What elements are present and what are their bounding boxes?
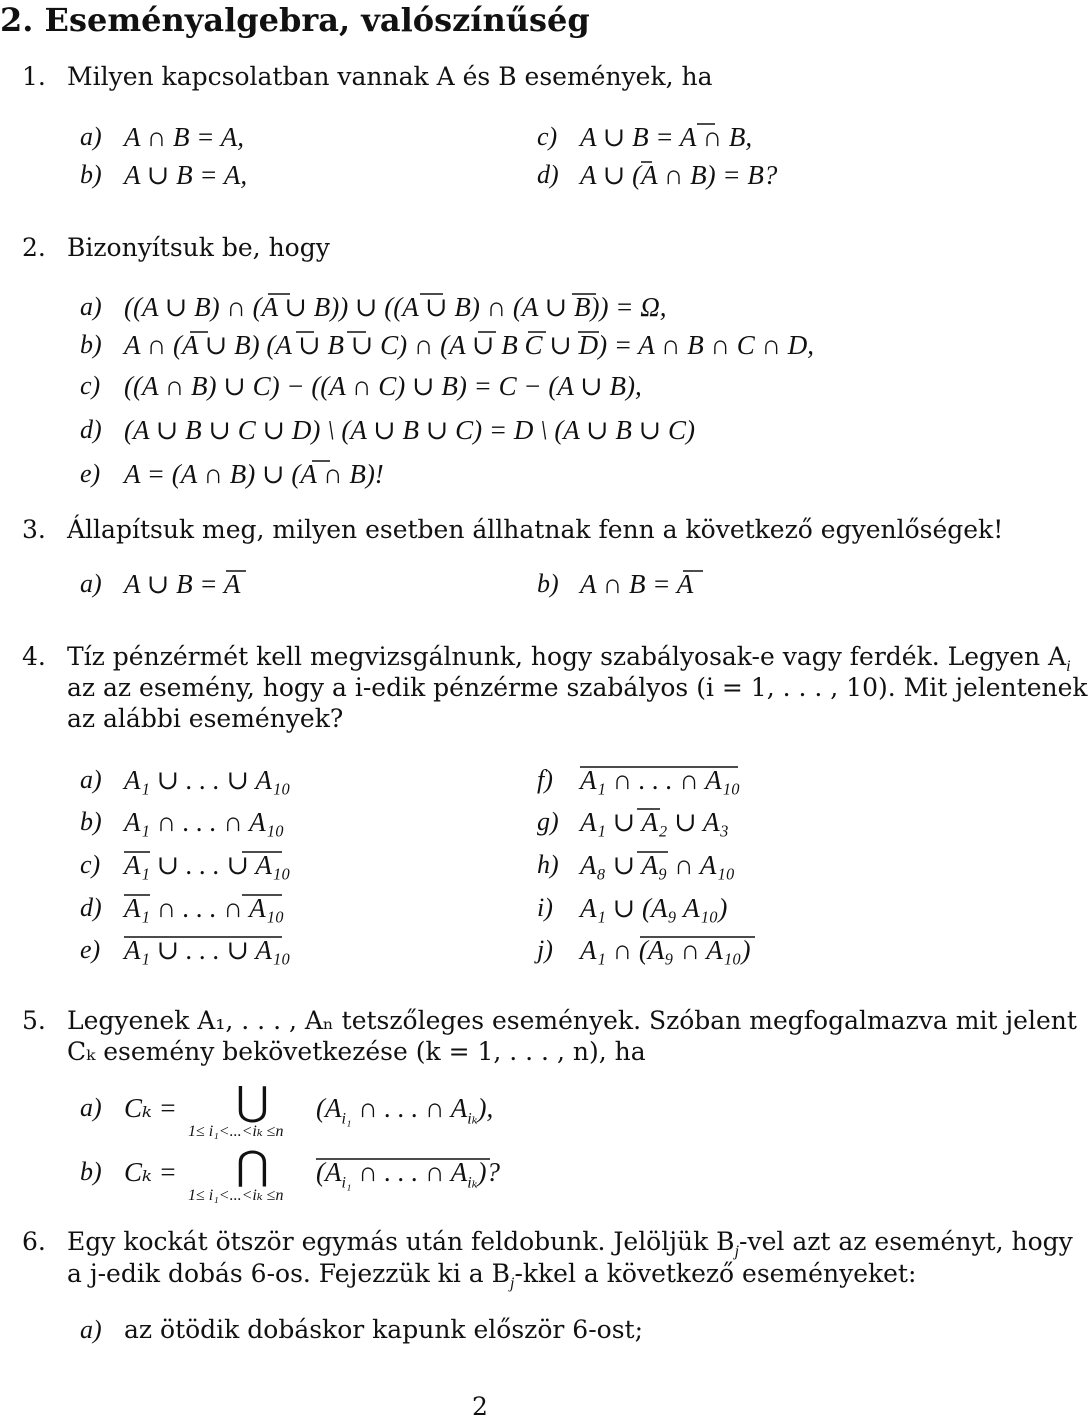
problem-2-c-expr: ((A ∩ B) ∪ C) − ((A ∩ C) ∪ B) = C − (A ∪ B), <box>124 371 642 401</box>
problem-1-b-label: b) <box>80 160 102 189</box>
problem-4-i-label: i) <box>537 893 553 922</box>
problem-4-j-label: j) <box>537 935 553 964</box>
problem-6-line-1-sub: j <box>734 1243 740 1260</box>
problem-4-line-2: az az esemény, hogy a i-edik pénzérme szabályos (i = 1, . . . , 10). Mit jelentenek <box>67 673 1088 702</box>
problem-4-f-label: f) <box>537 765 553 794</box>
problem-6-line-1-end: -vel azt az eseményt, hogy <box>739 1227 1073 1256</box>
problem-3-a-expr: A ∪ B = A <box>124 569 241 599</box>
problem-5-b-rhs-start: (A <box>316 1157 342 1187</box>
problem-3-b-expr: A ∩ B = A <box>580 569 694 599</box>
problem-5-b-sub-i1: i₁ <box>341 1174 352 1192</box>
problem-2-b-expr: A ∩ (A ∪ B) (A ∪ B ∪ C) ∩ (A ∪ B C ∪ D) = A ∩ B ∩ C ∩ D, <box>124 330 815 360</box>
page-number: 2 <box>472 1392 488 1421</box>
problem-3-text: Állapítsuk meg, milyen esetben állhatnak fenn a következő egyenlőségek! <box>67 515 1004 544</box>
intersection-operator-icon: ⋂ <box>236 1143 269 1189</box>
problem-5-line-1: Legyenek A₁, . . . , Aₙ tetszőleges események. Szóban megfogalmazva mit jelent <box>67 1006 1077 1035</box>
problem-5-a-label: a) <box>80 1093 102 1122</box>
problem-5-line-2: Cₖ esemény bekövetkezése (k = 1, . . . , n), ha <box>67 1037 646 1066</box>
problem-2-e-expr: A = (A ∩ B) ∪ (A ∩ B)! <box>124 459 384 489</box>
problem-4-a-label: a) <box>80 765 102 794</box>
problem-4-b-label: b) <box>80 807 102 836</box>
problem-4-h-label: h) <box>537 850 559 879</box>
problem-4-e-expr: A₁ ∪ . . . ∪ A₁₀ <box>124 935 291 965</box>
problem-5-a-rhs-start: (A <box>316 1093 342 1123</box>
problem-1-a-expr: A ∩ B = A, <box>124 122 244 152</box>
problem-2-number: 2. <box>22 233 46 262</box>
problem-6-line-1-text: Egy kockát ötször egymás után feldobunk. Jelöljük B <box>67 1227 735 1256</box>
problem-5-b-rhs-mid: ∩ . . . ∩ A <box>358 1157 468 1187</box>
problem-2-d-label: d) <box>80 415 102 444</box>
union-operator-icon: ⋃ <box>236 1079 269 1125</box>
problem-1-a-label: a) <box>80 122 102 151</box>
problem-5-number: 5. <box>22 1006 46 1035</box>
problem-3-number: 3. <box>22 515 46 544</box>
problem-5-b-label: b) <box>80 1157 102 1186</box>
problem-4-d-label: d) <box>80 893 102 922</box>
problem-4-number: 4. <box>22 642 46 671</box>
problem-2-a-expr: ((A ∪ B) ∩ (A ∪ B)) ∪ ((A ∪ B) ∩ (A ∪ B)) = Ω, <box>124 292 667 322</box>
problem-4-f-expr: A₁ ∩ . . . ∩ A₁₀ <box>580 765 741 795</box>
problem-4-line-3: az alábbi események? <box>67 704 344 733</box>
problem-3-b-label: b) <box>537 569 559 598</box>
problem-2-a-label: a) <box>80 292 102 321</box>
problem-3-a-label: a) <box>80 569 102 598</box>
problem-4-c-label: c) <box>80 850 101 879</box>
problem-4-line-1-sub: i <box>1066 658 1071 675</box>
problem-6-line-2-end: -kkel a következő eseményeket: <box>514 1259 917 1288</box>
problem-5-b-under: 1≤ i₁<...<iₖ ≤n <box>188 1187 284 1204</box>
problem-6-a-label: a) <box>80 1315 102 1344</box>
problem-1-c-label: c) <box>537 122 558 151</box>
problem-5-a-rhs <box>316 1093 493 1129</box>
problem-5-a-sub-i1: i₁ <box>341 1110 352 1128</box>
problem-6-line-2 <box>67 1259 916 1294</box>
problem-5-a-lhs: Cₖ = <box>124 1093 177 1123</box>
problem-2-d-expr: (A ∪ B ∪ C ∪ D) \ (A ∪ B ∪ C) = D \ (A ∪ B ∪ C) <box>124 415 696 445</box>
problem-6-line-1 <box>67 1227 1073 1262</box>
problem-4-d-expr: A₁ ∩ . . . ∩ A₁₀ <box>124 893 285 923</box>
problem-4-line-1-text: Tíz pénzérmét kell megvizsgálnunk, hogy szabályosak-e vagy ferdék. Legyen A <box>67 642 1067 671</box>
problem-4-c-expr: A₁ ∪ . . . ∪ A₁₀ <box>124 850 291 880</box>
problem-1-number: 1. <box>22 62 46 91</box>
problem-4-a-expr: A₁ ∪ . . . ∪ A₁₀ <box>124 765 291 795</box>
problem-4-g-expr: A₁ ∪ A₂ ∪ A₃ <box>580 807 729 837</box>
section-title: 2. Eseményalgebra, valószínűség <box>0 1 590 39</box>
problem-5-b-lhs: Cₖ = <box>124 1157 177 1187</box>
problem-4-e-label: e) <box>80 935 101 964</box>
problem-5-a-rhs-end: ), <box>477 1093 494 1123</box>
problem-2-c-label: c) <box>80 371 101 400</box>
problem-5-b-rhs <box>316 1157 500 1193</box>
problem-6-number: 6. <box>22 1227 46 1256</box>
problem-6-line-2-sub: j <box>509 1275 515 1292</box>
problem-1-c-expr: A ∪ B = A ∩ B, <box>580 122 753 152</box>
problem-5-b-sub-ik: iₖ <box>467 1174 478 1192</box>
problem-5-a-under: 1≤ i₁<...<iₖ ≤n <box>188 1123 284 1140</box>
problem-2-b-label: b) <box>80 330 102 359</box>
problem-1-text: Milyen kapcsolatban vannak A és B események, ha <box>67 62 713 91</box>
problem-2-e-label: e) <box>80 459 101 488</box>
problem-4-h-expr: A₈ ∪ A₉ ∩ A₁₀ <box>580 850 736 880</box>
problem-4-j-expr: A₁ ∩ (A₉ ∩ A₁₀) <box>580 935 751 965</box>
problem-5-a-sub-ik: iₖ <box>467 1110 478 1128</box>
problem-1-d-label: d) <box>537 160 559 189</box>
problem-1-b-expr: A ∪ B = A, <box>124 160 248 190</box>
problem-1-d-expr: A ∪ (A ∩ B) = B? <box>580 160 778 190</box>
problem-4-b-expr: A₁ ∩ . . . ∩ A₁₀ <box>124 807 285 837</box>
problem-6-line-2-text: a j-edik dobás 6-os. Fejezzük ki a B <box>67 1259 510 1288</box>
problem-5-a-rhs-mid: ∩ . . . ∩ A <box>358 1093 468 1123</box>
problem-4-g-label: g) <box>537 807 559 836</box>
problem-5-b-rhs-end: )? <box>477 1157 501 1187</box>
problem-4-i-expr: A₁ ∪ (A₉ A₁₀) <box>580 893 728 923</box>
problem-4-line-1 <box>67 642 1071 677</box>
problem-6-a-text: az ötödik dobáskor kapunk először 6-ost; <box>124 1315 644 1344</box>
problem-2-text: Bizonyítsuk be, hogy <box>67 233 330 262</box>
